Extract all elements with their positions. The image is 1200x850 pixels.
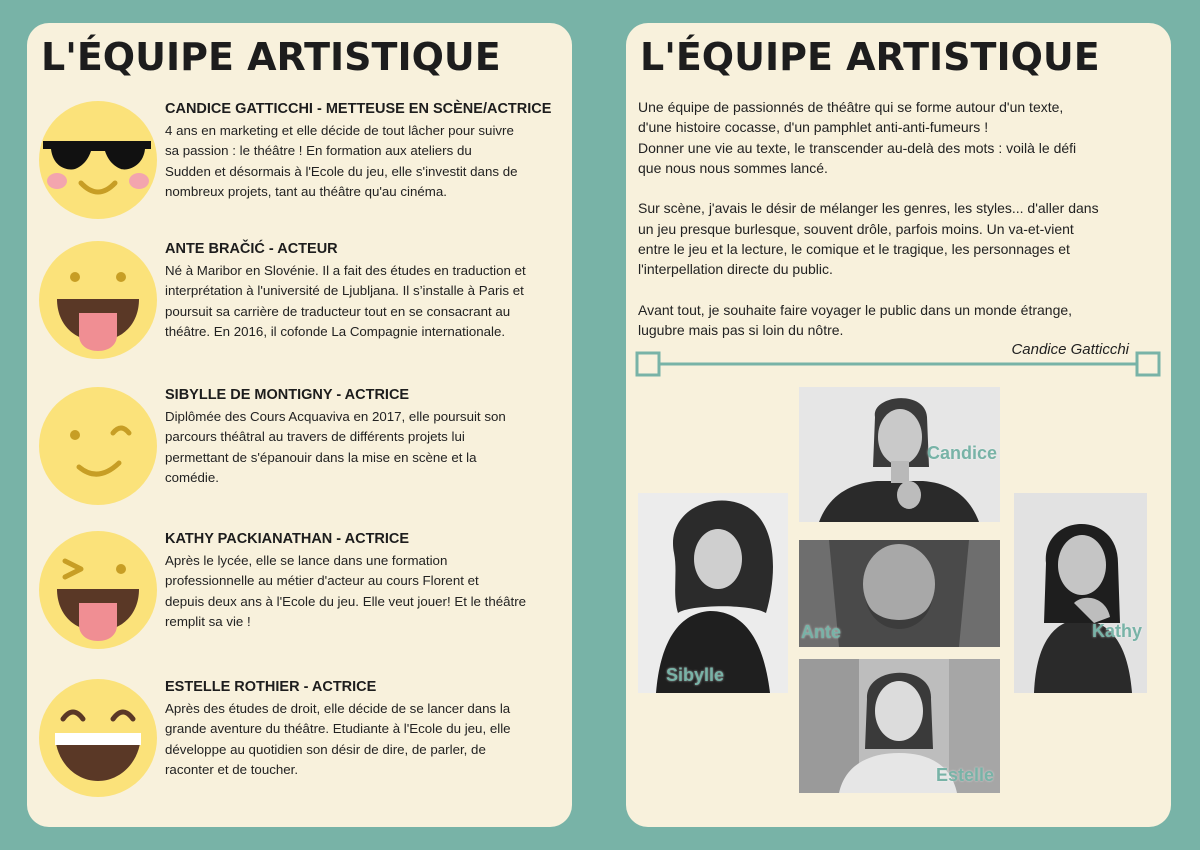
photo-candice (799, 387, 1000, 522)
photo-caption: Kathy (1092, 621, 1143, 641)
intro-text: Une équipe de passionnés de théâtre qui se forme autour d'un texte, d'une histoire cocasse, d'un pamphlet anti-anti-fumeurs ! Donner une vie au texte, le transcender au-delà des mots : voilà le défi que nous nous sommes lancé. Sur scène, j'avais le désir de mélanger les genres, les styles... d'aller dans un jeu presque burlesque, souvent drôle, parfois moins. Un va-et-vient entre le jeu et la lecture, le comique et le tragique, les personnages et l'interpellation directe du public. Avant tout, je souhaite faire voyager le public dans un monde étrange, lugubre mais pas si loin du nôtre. (638, 99, 1099, 339)
page-title: L'ÉQUIPE ARTISTIQUE (41, 35, 501, 79)
left-page (27, 23, 572, 827)
tongue-out-emoji-icon (39, 241, 157, 359)
photo-caption: Estelle (936, 765, 995, 785)
photo-caption: Ante (801, 622, 841, 642)
photo-caption: Candice (927, 443, 998, 463)
member-name: SIBYLLE DE MONTIGNY - ACTRICE (165, 387, 410, 403)
member-bio: Diplômée des Cours Acquaviva en 2017, elle poursuit son parcours théâtral au travers de différents projets lui permettant de s'épanouir dans la mise en scène et la comédie. (165, 409, 506, 485)
photo-estelle (799, 659, 1000, 793)
member-bio: Né à Maribor en Slovénie. Il a fait des études en traduction et interprétation à l'université de Ljubljana. Il s’installe à Paris et poursuit sa carrière de traducteur tout en se consacrant au théâtre. En 2016, il cofonde La Compagnie internationale. (165, 263, 526, 339)
member-card-kathy (27, 531, 572, 671)
photo-sibylle (638, 493, 788, 693)
winking-emoji-icon (39, 387, 157, 505)
member-name: CANDICE GATTICCHI - METTEUSE EN SCÈNE/ACTRICE (165, 101, 552, 117)
member-bio: 4 ans en marketing et elle décide de tout lâcher pour suivre sa passion : le théâtre ! En formation aux ateliers du Sudden et désormais à l'Ecole du jeu, elle s'investit dans de nombreux projets, tant au théâtre qu'au cinéma. (165, 123, 518, 199)
member-card-candice (27, 101, 572, 241)
member-name: ANTE BRAČIĆ - ACTEUR (165, 241, 338, 257)
member-card-estelle (27, 679, 572, 819)
photo-kathy (1014, 493, 1147, 693)
member-card-sibylle (27, 387, 572, 527)
photo-caption: Sibylle (666, 665, 725, 685)
sunglasses-emoji-icon (39, 101, 157, 219)
wink-tongue-emoji-icon (39, 531, 157, 649)
laughing-emoji-icon (39, 679, 157, 797)
member-bio: Après des études de droit, elle décide de se lancer dans la grande aventure du théâtre. Etudiante à l'Ecole du jeu, elle développe au quotidien son désir de dire, de parler, de raconter et de toucher. (165, 701, 511, 777)
member-bio: Après le lycée, elle se lance dans une formation professionnelle au métier d'acteur au cours Florent et depuis deux ans à l'Ecole du jeu. Elle veut jouer! Et le théâtre remplit sa vie ! (165, 553, 527, 629)
member-name: ESTELLE ROTHIER - ACTRICE (165, 679, 377, 695)
member-name: KATHY PACKIANATHAN - ACTRICE (165, 531, 410, 547)
page-title: L'ÉQUIPE ARTISTIQUE (640, 35, 1100, 79)
photo-ante (799, 540, 1000, 647)
right-page (626, 23, 1171, 827)
member-card-ante (27, 241, 572, 381)
signature: Candice Gatticchi (1011, 341, 1129, 358)
divider-line (635, 351, 1161, 381)
